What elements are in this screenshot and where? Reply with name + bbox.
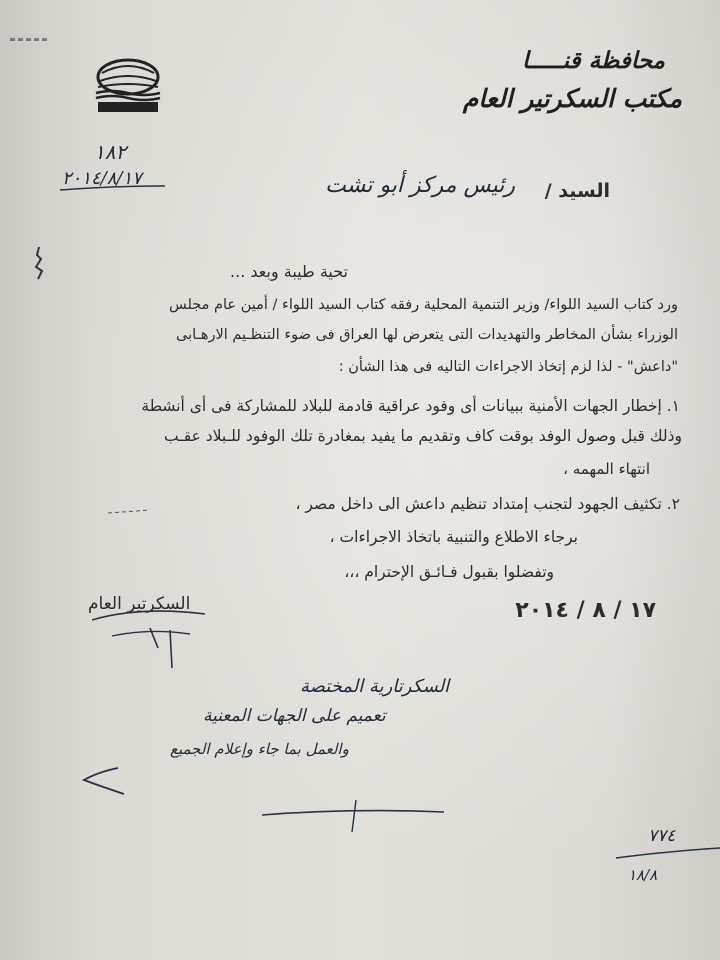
office-name: مكتب السكرتير العام (462, 84, 682, 113)
arrow-stroke (84, 768, 124, 794)
list-item-2: ٢. تكثيف الجهود لتجنب إمتداد تنظيم داعش الى داخل مصر ، (295, 495, 680, 513)
paragraph-line: ورد كتاب السيد اللواء/ وزير التنمية المحلية رفقه كتاب السيد اللواء / أمين عام مجلس (169, 297, 678, 313)
signature-stroke (112, 631, 190, 636)
paragraph-line: الوزراء بشأن المخاطر والتهديدات التى يتعرض لها العراق فى ضوء التنظـيم الارهـابى (176, 327, 678, 343)
paragraph-line: "داعش" - لذا لزم إتخاذ الاجراءات التاليه فى هذا الشأن : (338, 359, 678, 375)
greeting: تحية طيبة وبعد ... (230, 262, 348, 281)
addressee-name: رئيس مركز أبو تشت (325, 173, 515, 198)
list-item-1-continued: وذلك قبل وصول الوفد بوقت كاف وتقديم ما يفيد بمغادرة تلك الوفود للـبلاد عقـب (164, 427, 682, 445)
request-line: برجاء الاطلاع والتنبية باتخاذ الاجراءات ، (329, 528, 578, 546)
handwritten-note: والعمل بما جاء وإعلام الجميع (170, 740, 349, 758)
margin-mark-icon (32, 245, 46, 281)
signer-title: السكرتير العام (88, 594, 191, 614)
governorate-logo (92, 55, 164, 115)
closing-line: وتفضلوا بقبول فـائـق الإحترام ،،، (344, 563, 554, 581)
handwritten-note: السكرتارية المختصة (300, 676, 450, 697)
signature-stroke (352, 800, 356, 832)
addressee-label: السيد / (544, 180, 610, 202)
handwritten-date: ١٨/٨ (628, 866, 658, 884)
underline-stroke (616, 848, 720, 858)
reference-date: ٢٠١٤/٨/١٧ (62, 168, 142, 189)
dash-stroke (108, 510, 150, 513)
scan-artifact (10, 38, 50, 41)
underline-stroke (262, 811, 444, 815)
governorate-name: محافظة قنـــــا (521, 48, 665, 74)
list-item-1: ١. إخطار الجهات الأمنية ببيانات أى وفود عراقية قادمة للبلاد للمشاركة فى أى أنشطة (141, 397, 680, 415)
list-item-1-continued: انتهاء المهمه ، (563, 460, 650, 478)
reference-number: ١٨٢ (94, 140, 127, 164)
document-date: ١٧ / ٨ / ٢٠١٤ (515, 598, 656, 623)
signature-stroke (150, 628, 172, 668)
handwritten-number: ٧٧٤ (648, 826, 676, 846)
handwritten-note: تعميم على الجهات المعنية (203, 706, 386, 726)
